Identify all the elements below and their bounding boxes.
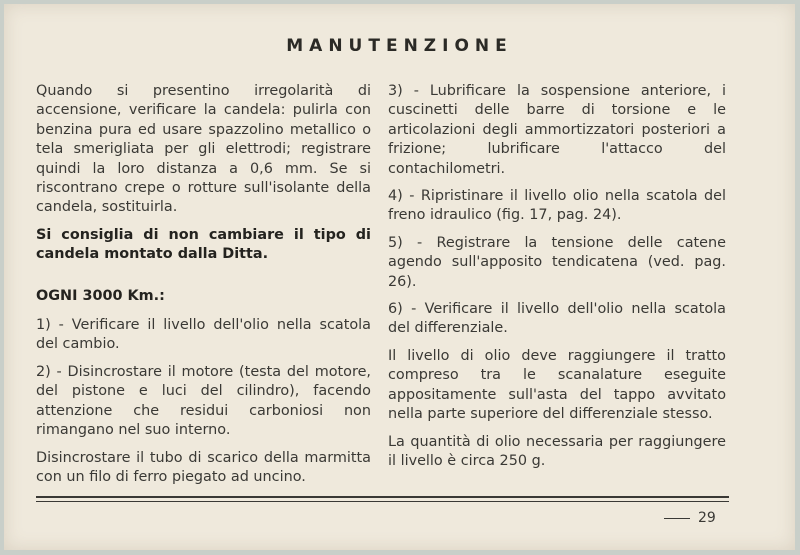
paragraph-exhaust: Disincrostare il tubo di scarico della marmitta con un filo di ferro piegato ad uncino. (36, 449, 371, 485)
left-column (36, 82, 371, 495)
list-item-2: 2) - Disincrostare il motore (testa del motore, del pistone e luci del cilindro), facendo attenzione che residui carboniosi non rimangano nel suo interno. (36, 363, 371, 439)
paragraph-spark-plug: Quando si presentino irregolarità di accensione, verificare la candela: pulirla con benzina pura ed usare spazzolino metallico o tela smerigliata per gli elettrodi; registrare quindi la loro distanza a 0,6 mm. Se si riscontrano crepe o rotture sull'isolante della candela, sostituirla. (36, 83, 371, 216)
list-item-6: 6) - Verificare il livello dell'olio nella scatola del differenziale. (388, 301, 726, 337)
page-title: MANUTENZIONE (286, 36, 513, 56)
list-item-1: 1) - Verificare il livello dell'olio nella scatola del cambio. (36, 317, 371, 353)
advice-paragraph: Si consiglia di non cambiare il tipo di candela montato dalla Ditta. (36, 226, 371, 263)
page-footer (664, 510, 716, 526)
paragraph-oil-level: Il livello di olio deve raggiungere il tratto compreso tra le scanalature eseguite appositamente sull'asta del tappo avvitato nella parte superiore del differenziale stesso. (388, 347, 726, 423)
list-item-5: 5) - Registrare la tensione delle catene agendo sull'apposito tendicatena (ved. pag. 26). (388, 234, 726, 290)
list-item-3: 3) - Lubrificare la sospensione anteriore, i cuscinetti delle barre di torsione e le articolazioni degli ammortizzatori posteriori a frizione; lubrificare l'attacco del contachilometri. (388, 83, 726, 177)
list-item-4: 4) - Ripristinare il livello olio nella scatola del freno idraulico (fig. 17, pag. 24). (388, 188, 726, 224)
section-heading: OGNI 3000 Km.: (36, 287, 165, 304)
paragraph-oil-quantity: La quantità di olio necessaria per raggiungere il livello è circa 250 g. (388, 433, 726, 469)
book-page (4, 4, 795, 550)
page-number: 29 (698, 510, 716, 526)
footer-rule-thick (36, 496, 729, 498)
right-column (388, 82, 726, 479)
footer-dash (664, 518, 690, 519)
footer-rule-thin (36, 501, 729, 502)
